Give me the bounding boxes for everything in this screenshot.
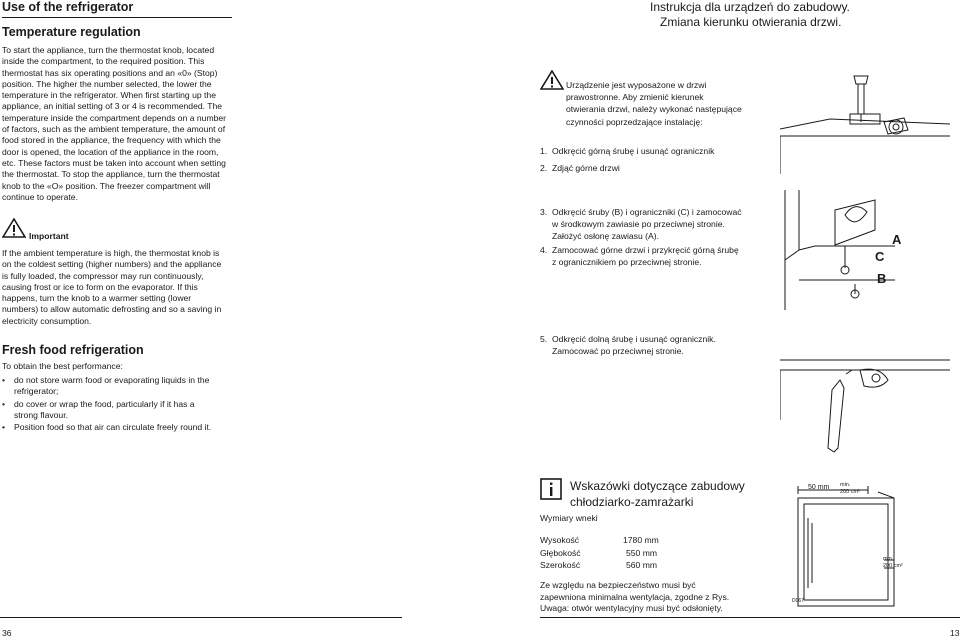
spec-value: 1780 mm — [623, 535, 659, 545]
warning-icon — [540, 70, 564, 90]
info-title-line: Wskazówki dotyczące zabudowy — [570, 479, 745, 493]
installation-diagram — [788, 478, 908, 613]
important-paragraph: If the ambient temperature is high, the thermostat knob is on the coldest setting (higher numbers) and the appliance is fully loaded, the compressor may run continuously, causing frost or ice to form on the evaporator. If this happens, turn the knob to a warmer setting (lower numbers) to allow automatic defrosting and so a saving in electricity consumption. — [2, 248, 222, 326]
list-item: • do cover or wrap the food, particularly if it has a strong flavour. — [2, 399, 212, 422]
right-page-title — [650, 0, 850, 30]
warning-line: otwierania drzwi, należy wykonać następujące — [566, 104, 742, 115]
spec-label: Głębokość — [540, 547, 581, 558]
step-number: 1. — [540, 146, 548, 156]
figure-label-a: A — [892, 232, 902, 247]
warning-line: czynności poprzedzające instalację: — [566, 116, 703, 127]
note-line: Ze względu na bezpieczeństwo musi być — [540, 580, 696, 590]
step-text: Zdjąć górne drzwi — [552, 163, 620, 173]
spec-row — [540, 547, 659, 560]
important-label: Important — [29, 231, 69, 241]
tips-list — [2, 375, 212, 434]
spec-row — [540, 559, 659, 572]
door-warning-text — [566, 79, 742, 128]
step-5 — [540, 333, 716, 357]
diagram-label: min. — [840, 482, 851, 488]
step-number: 3. — [540, 207, 548, 217]
step-number: 2. — [540, 163, 548, 173]
figure-label-b: B — [877, 271, 887, 286]
step-text: z ogranicznikiem po przeciwnej stronie. — [552, 257, 702, 268]
temperature-paragraph: To start the appliance, turn the thermostat knob, located inside the compartment, to the required position. This thermostat has six operating positions and an «0» (Stop) position. The higher the number selected, the lower the temperature in the refrigerator. When first starting up the appliance, an initial setting of 3 or 4 is recommended. The temperature inside the compartment depends on a number of factors, such as the ambient temperature, the amount of food stored in the appliance, the frequency with which the door is opened, the location of the appliance in the room, etc. These factors must be taken into account when setting the thermostat. To stop the appliance, turn the thermostat knob to the «O» position. The freezer compartment will continue to operate. — [2, 45, 227, 202]
step-1 — [540, 145, 714, 157]
note-line: Uwaga: otwór wentylacyjny musi być odsłonięty. — [540, 603, 723, 613]
info-title — [570, 478, 745, 510]
title-line: Instrukcja dla urządzeń do zabudowy. — [650, 0, 850, 14]
diagram-label: 200 cm² — [883, 563, 903, 569]
diagram-label: min. — [883, 556, 894, 562]
fresh-intro: To obtain the best performance: — [2, 361, 123, 371]
section-title-temperature: Temperature regulation — [2, 25, 141, 39]
step-text: Odkręcić śruby (B) i ograniczniki (C) i zamocować — [552, 207, 742, 217]
page-number-right: 13 — [950, 628, 960, 638]
warning-icon — [2, 218, 26, 238]
section-title-fresh-food: Fresh food refrigeration — [2, 343, 144, 357]
diagram-code: D067 — [792, 598, 804, 604]
spec-label: Szerokość — [540, 560, 581, 571]
spec-value: 560 mm — [626, 560, 658, 571]
step-text: w środkowym zawiasie po przeciwnej stronie. — [552, 219, 725, 230]
header-rule — [2, 17, 232, 18]
spec-list — [540, 534, 659, 572]
diagram-label: 200 cm² — [840, 489, 860, 495]
bottom-hinge-illustration — [780, 330, 950, 465]
warning-line: prawostronne. Aby zmienić kierunek — [566, 92, 704, 103]
step-text: Zamocować po przeciwnej stronie. — [552, 346, 684, 357]
footer-rule-right — [540, 617, 960, 618]
list-item: • Position food so that air can circulate freely round it. — [2, 422, 212, 433]
ventilation-note — [540, 580, 729, 615]
top-hinge-illustration — [780, 74, 950, 179]
spec-label: Wysokość — [540, 535, 580, 545]
diagram-side-min — [883, 556, 903, 570]
step-2 — [540, 162, 620, 174]
diagram-top-dimension: 50 mm — [808, 484, 830, 491]
dimensions-heading: Wymiary wneki — [540, 513, 598, 523]
step-3 — [540, 206, 742, 243]
step-4 — [540, 244, 739, 268]
page-number-left: 36 — [2, 628, 12, 638]
info-icon — [540, 478, 562, 500]
left-page-header: Use of the refrigerator — [2, 0, 134, 14]
step-text: Odkręcić dolną śrubę i usunąć ogranicznik. — [552, 334, 716, 344]
spec-row — [540, 534, 659, 547]
list-item: • do not store warm food or evaporating liquids in the refrigerator; — [2, 375, 212, 398]
step-text: Zamocować górne drzwi i przykręcić górną śrubę — [552, 245, 739, 255]
diagram-top-min — [840, 482, 860, 496]
step-text: Założyć osłonę zawiasu (A). — [552, 231, 659, 242]
spec-value: 550 mm — [626, 547, 658, 558]
title-line: Zmiana kierunku otwierania drzwi. — [660, 15, 842, 29]
warning-line: Urządzenie jest wyposażone w drzwi — [566, 80, 707, 90]
note-line: zapewniona minimalna wentylacja, zgodne z Rys. — [540, 591, 730, 602]
footer-rule-left — [0, 617, 402, 618]
step-number: 4. — [540, 245, 548, 255]
figure-label-c: C — [875, 249, 885, 264]
info-title-line: chłodziarko-zamrażarki — [570, 495, 694, 509]
step-text: Odkręcić górną śrubę i usunąć ogranicznik — [552, 146, 715, 156]
step-number: 5. — [540, 334, 548, 344]
